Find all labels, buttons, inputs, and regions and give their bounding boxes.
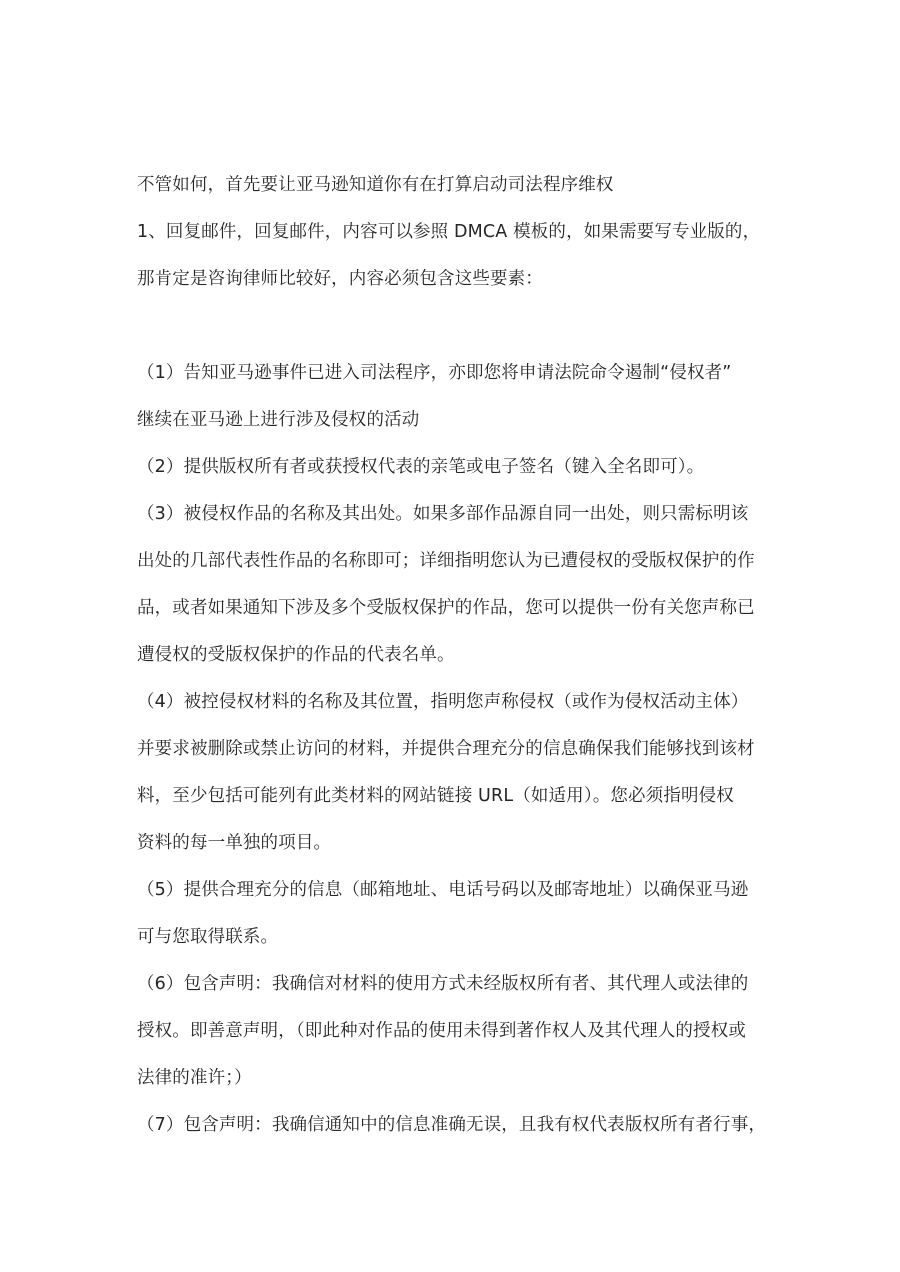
- item-4-line-1: （4）被控侵权材料的名称及其位置，指明您声称侵权（或作为侵权活动主体）: [137, 692, 749, 712]
- item-3-line-1: （3）被侵权作品的名称及其出处。如果多部作品源自同一出处，则只需标明该: [137, 504, 749, 524]
- paragraph-intro: 不管如何，首先要让亚马逊知道你有在打算启动司法程序维权: [137, 175, 614, 195]
- item-5-line-1: （5）提供合理充分的信息（邮箱地址、电话号码以及邮寄地址）以确保亚马逊: [137, 880, 749, 900]
- item-7-line-1: （7）包含声明：我确信通知中的信息准确无误，且我有权代表版权所有者行事，: [137, 1115, 767, 1135]
- item-2-line-1: （2）提供版权所有者或获授权代表的亲笔或电子签名（键入全名即可）。: [137, 457, 705, 477]
- paragraph-step-1-cont: 那肯定是咨询律师比较好，内容必须包含这些要素：: [137, 269, 543, 289]
- item-3-line-2: 出处的几部代表性作品的名称即可；详细指明您认为已遭侵权的受版权保护的作: [137, 551, 755, 571]
- item-6-line-3: 法律的准许；）: [137, 1068, 252, 1088]
- item-4-line-3: 料，至少包括可能列有此类材料的网站链接 URL（如适用）。您必须指明侵权: [137, 786, 734, 806]
- item-4-line-4: 资料的每一单独的项目。: [137, 833, 332, 853]
- item-4-line-2: 并要求被删除或禁止访问的材料，并提供合理充分的信息确保我们能够找到该材: [137, 739, 755, 759]
- item-1-line-1: （1）告知亚马逊事件已进入司法程序，亦即您将申请法院命令遏制“侵权者”: [137, 363, 732, 383]
- item-3-line-3: 品，或者如果通知下涉及多个受版权保护的作品，您可以提供一份有关您声称已: [137, 598, 755, 618]
- item-6-line-1: （6）包含声明：我确信对材料的使用方式未经版权所有者、其代理人或法律的: [137, 974, 749, 994]
- item-5-line-2: 可与您取得联系。: [137, 927, 279, 947]
- paragraph-step-1: 1、回复邮件，回复邮件，内容可以参照 DMCA 模板的，如果需要写专业版的，: [137, 222, 761, 242]
- item-3-line-4: 遭侵权的受版权保护的作品的代表名单。: [137, 645, 455, 665]
- item-1-line-2: 继续在亚马逊上进行涉及侵权的活动: [137, 410, 420, 430]
- item-6-line-2: 授权。即善意声明，（即此种对作品的使用未得到著作权人及其代理人的授权或: [137, 1021, 746, 1041]
